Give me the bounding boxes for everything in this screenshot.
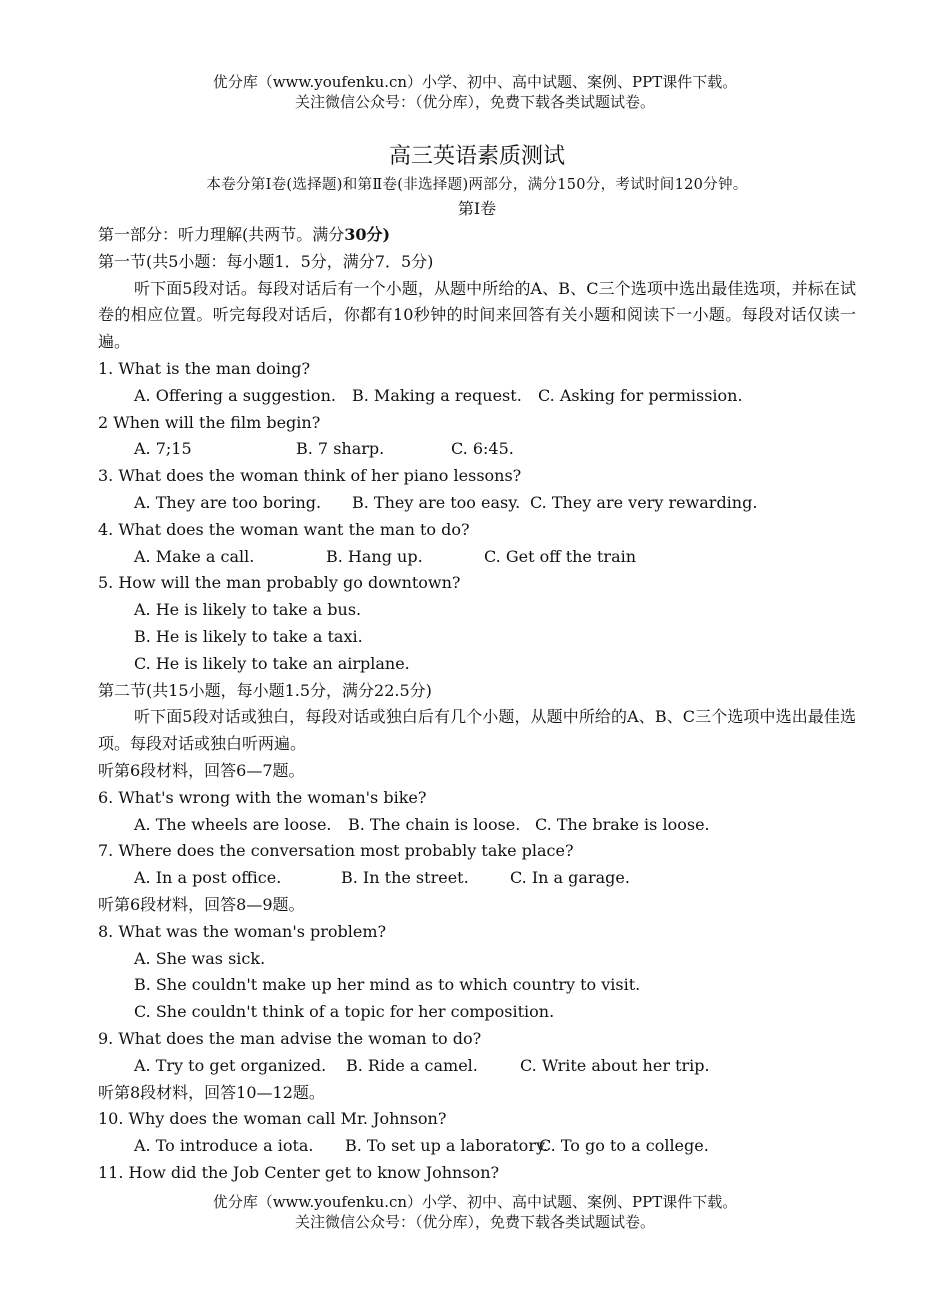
option-a: A. Make a call. xyxy=(134,546,255,566)
material-8-heading: 听第8段材料，回答10—12题。 xyxy=(98,1082,325,1102)
option-b: B. Making a request. xyxy=(352,385,522,405)
question-10: 10. Why does the woman call Mr. Johnson? xyxy=(98,1109,447,1129)
question-5-option-c: C. He is likely to take an airplane. xyxy=(134,653,410,673)
question-8-option-a: A. She was sick. xyxy=(134,948,266,968)
option-b: B. Ride a camel. xyxy=(346,1055,478,1075)
option-c: C. In a garage. xyxy=(510,868,630,888)
option-a: A. In a post office. xyxy=(134,868,282,888)
question-8: 8. What was the woman's problem? xyxy=(98,921,387,941)
question-8-option-c: C. She couldn't think of a topic for her composition. xyxy=(134,1002,555,1022)
question-3-options xyxy=(98,490,856,517)
question-4-options xyxy=(98,544,856,571)
volume-heading: 第Ⅰ卷 xyxy=(457,199,497,218)
question-7-options xyxy=(98,865,856,892)
section1-heading: 第一节(共5小题：每小题1．5分，满分7．5分) xyxy=(98,251,434,271)
option-a: A. They are too boring. xyxy=(134,492,322,512)
exam-title: 高三英语素质测试 xyxy=(388,144,565,169)
option-b: B. They are too easy. xyxy=(352,492,521,512)
page-header xyxy=(0,72,950,112)
question-2-options xyxy=(98,436,856,463)
question-10-options xyxy=(98,1133,856,1160)
part1-heading-score: 30 xyxy=(344,225,367,244)
option-c: C. 6:45. xyxy=(451,439,514,459)
footer-line-1: 优分库（www.youfenku.cn）小学、初中、高中试题、案例、PPT课件下载。 xyxy=(212,1193,738,1211)
option-b: B. The chain is loose. xyxy=(348,814,521,834)
material-6-heading: 听第6段材料，回答6—7题。 xyxy=(98,760,305,780)
question-5-option-a: A. He is likely to take a bus. xyxy=(134,600,362,620)
option-b: B. 7 sharp. xyxy=(296,439,385,459)
question-7: 7. Where does the conversation most probably take place? xyxy=(98,841,574,861)
question-5: 5. How will the man probably go downtown? xyxy=(98,573,461,593)
footer-line-2: 关注微信公众号：（优分库），免费下载各类试题试卷。 xyxy=(294,1213,655,1231)
option-a: A. To introduce a iota. xyxy=(134,1136,314,1156)
header-line-1: 优分库（www.youfenku.cn）小学、初中、高中试题、案例、PPT课件下载。 xyxy=(212,73,738,91)
section2-instructions: 听下面5段对话或独白，每段对话或独白后有几个小题，从题中所给的A、B、C三个选项中选出最佳选项。每段对话或独白听两遍。 xyxy=(98,707,856,754)
question-6-options xyxy=(98,812,856,839)
option-a: A. The wheels are loose. xyxy=(134,814,332,834)
question-6: 6. What's wrong with the woman's bike? xyxy=(98,787,427,807)
question-1-options xyxy=(98,383,856,410)
option-c: C. To go to a college. xyxy=(539,1136,709,1156)
option-a: A. Offering a suggestion. xyxy=(134,385,336,405)
option-c: C. They are very rewarding. xyxy=(530,492,758,512)
material-7-heading: 听第6段材料，回答8—9题。 xyxy=(98,894,305,914)
section1-instructions: 听下面5段对话。每段对话后有一个小题，从题中所给的A、B、C三个选项中选出最佳选项，并标在试卷的相应位置。听完每段对话后，你都有10秒钟的时间来回答有关小题和阅读下一小题。每段对话仅读一遍。 xyxy=(98,278,856,352)
option-c: C. Asking for permission. xyxy=(538,385,743,405)
header-line-2: 关注微信公众号：（优分库），免费下载各类试题试卷。 xyxy=(294,93,655,111)
option-a: A. 7;15 xyxy=(134,439,192,459)
part1-heading xyxy=(98,222,856,249)
question-1: 1. What is the man doing? xyxy=(98,358,311,378)
question-5-option-b: B. He is likely to take a taxi. xyxy=(134,626,363,646)
question-9-options xyxy=(98,1053,856,1080)
exam-content xyxy=(98,142,856,1187)
option-b: B. In the street. xyxy=(341,868,469,888)
part1-heading-unit: 分) xyxy=(366,225,391,244)
option-c: C. The brake is loose. xyxy=(535,814,710,834)
question-2: 2 When will the film begin? xyxy=(98,412,321,432)
question-9: 9. What does the man advise the woman to do? xyxy=(98,1028,482,1048)
part1-heading-text: 第一部分：听力理解(共两节。满分 xyxy=(98,225,345,244)
exam-intro: 本卷分第Ⅰ卷(选择题)和第Ⅱ卷(非选择题)两部分，满分150分，考试时间120分钟。 xyxy=(206,177,748,193)
page-footer xyxy=(0,1192,950,1232)
option-c: C. Get off the train xyxy=(484,546,637,566)
question-4: 4. What does the woman want the man to do? xyxy=(98,519,470,539)
question-3: 3. What does the woman think of her piano lessons? xyxy=(98,466,522,486)
option-b: B. Hang up. xyxy=(326,546,423,566)
section2-heading: 第二节(共15小题，每小题1.5分，满分22.5分) xyxy=(98,680,432,700)
question-11: 11. How did the Job Center get to know Johnson? xyxy=(98,1162,500,1182)
option-c: C. Write about her trip. xyxy=(520,1055,710,1075)
option-b: B. To set up a laboratory. xyxy=(345,1136,548,1156)
option-a: A. Try to get organized. xyxy=(134,1055,327,1075)
question-8-option-b: B. She couldn't make up her mind as to which country to visit. xyxy=(134,975,641,995)
